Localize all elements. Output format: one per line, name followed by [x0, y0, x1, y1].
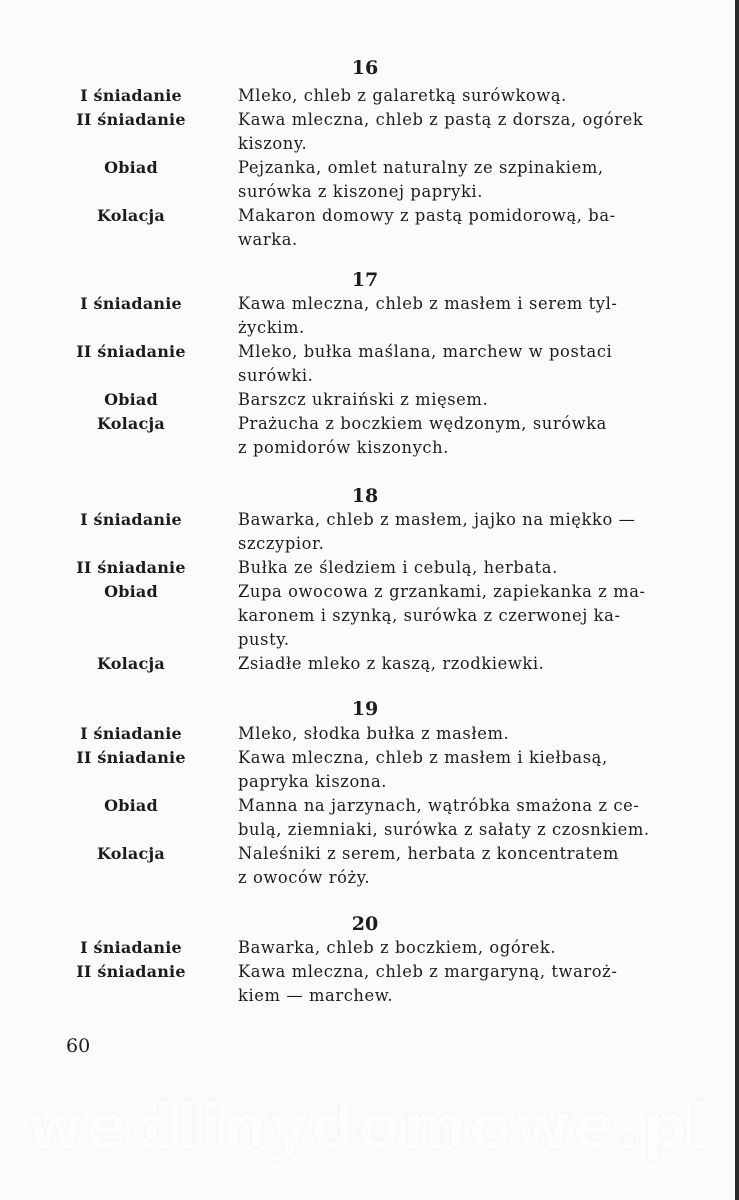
meal-description: [238, 842, 662, 890]
description-line: kiszony.: [238, 134, 308, 153]
meal-description: [238, 936, 662, 960]
meal-description: [238, 84, 662, 108]
description-line: Mleko, chleb z galaretką surówkową.: [238, 86, 567, 105]
meal-description: [238, 722, 662, 746]
meal-description: [238, 652, 662, 676]
meal-name: Obiad: [104, 158, 158, 177]
description-line: Zsiadłe mleko z kaszą, rzodkiewki.: [238, 654, 545, 673]
description-line: Mleko, bułka maślana, marchew w postaci: [238, 342, 613, 361]
description-line: Manna na jarzynach, wątróbka smażona z ce-: [238, 796, 640, 815]
meal-name: I śniadanie: [80, 938, 182, 957]
meal-description: [238, 108, 662, 156]
watermark: wedlinydomowe.pl: [26, 1090, 713, 1163]
description-line: Kawa mleczna, chleb z margaryną, twaroż-: [238, 962, 618, 981]
meal-description: [238, 292, 662, 340]
description-line: życkim.: [238, 318, 305, 337]
description-line: bulą, ziemniaki, surówka z sałaty z czosnkiem.: [238, 820, 650, 839]
description-line: surówki.: [238, 366, 314, 385]
description-line: Bułka ze śledziem i cebulą, herbata.: [238, 558, 558, 577]
meal-description: [238, 388, 662, 412]
description-line: kiem — marchew.: [238, 986, 394, 1005]
meal-name: Obiad: [104, 390, 158, 409]
meal-description: [238, 746, 662, 794]
meal-name: Kolacja: [97, 654, 165, 673]
day-number: 16: [351, 57, 379, 79]
meal-name: II śniadanie: [76, 558, 186, 577]
day-number: 18: [351, 485, 379, 507]
description-line: warka.: [238, 230, 298, 249]
meal-name: I śniadanie: [80, 294, 182, 313]
description-line: Barszcz ukraiński z mięsem.: [238, 390, 489, 409]
meal-description: [238, 960, 662, 1008]
description-line: Naleśniki z serem, herbata z koncentratem: [238, 844, 619, 863]
description-line: Kawa mleczna, chleb z pastą z dorsza, ogórek: [238, 110, 644, 129]
description-line: z pomidorów kiszonych.: [238, 438, 450, 457]
description-line: Bawarka, chleb z boczkiem, ogórek.: [238, 938, 557, 957]
day-number: 17: [351, 269, 379, 291]
meal-description: [238, 156, 662, 204]
meal-description: [238, 340, 662, 388]
description-line: Zupa owocowa z grzankami, zapiekanka z ma-: [238, 582, 646, 601]
meal-description: [238, 412, 662, 460]
meal-name: Obiad: [104, 796, 158, 815]
description-line: Kawa mleczna, chleb z masłem i serem tyl-: [238, 294, 618, 313]
page-number: 60: [66, 1035, 91, 1057]
description-line: papryka kiszona.: [238, 772, 388, 791]
description-line: karonem i szynką, surówka z czerwonej ka-: [238, 606, 621, 625]
meal-name: II śniadanie: [76, 748, 186, 767]
description-line: Bawarka, chleb z masłem, jajko na miękko —: [238, 510, 636, 529]
meal-description: [238, 580, 662, 652]
meal-description: [238, 794, 662, 842]
description-line: szczypior.: [238, 534, 325, 553]
page-edge: [735, 0, 739, 1200]
meal-name: I śniadanie: [80, 86, 182, 105]
description-line: Pejzanka, omlet naturalny ze szpinakiem,: [238, 158, 604, 177]
description-line: Kawa mleczna, chleb z masłem i kiełbasą,: [238, 748, 608, 767]
day-number: 19: [351, 698, 379, 720]
meal-name: Kolacja: [97, 206, 165, 225]
meal-description: [238, 556, 662, 580]
meal-name: II śniadanie: [76, 110, 186, 129]
meal-name: I śniadanie: [80, 510, 182, 529]
description-line: Makaron domowy z pastą pomidorową, ba-: [238, 206, 616, 225]
description-line: Prażucha z boczkiem wędzonym, surówka: [238, 414, 607, 433]
meal-name: Obiad: [104, 582, 158, 601]
meal-name: II śniadanie: [76, 342, 186, 361]
description-line: z owoców róży.: [238, 868, 371, 887]
description-line: Mleko, słodka bułka z masłem.: [238, 724, 510, 743]
day-number: 20: [351, 913, 379, 935]
meal-name: II śniadanie: [76, 962, 186, 981]
meal-description: [238, 204, 662, 252]
meal-name: Kolacja: [97, 844, 165, 863]
meal-name: I śniadanie: [80, 724, 182, 743]
description-line: surówka z kiszonej papryki.: [238, 182, 483, 201]
meal-name: Kolacja: [97, 414, 165, 433]
description-line: pusty.: [238, 630, 290, 649]
meal-description: [238, 508, 662, 556]
